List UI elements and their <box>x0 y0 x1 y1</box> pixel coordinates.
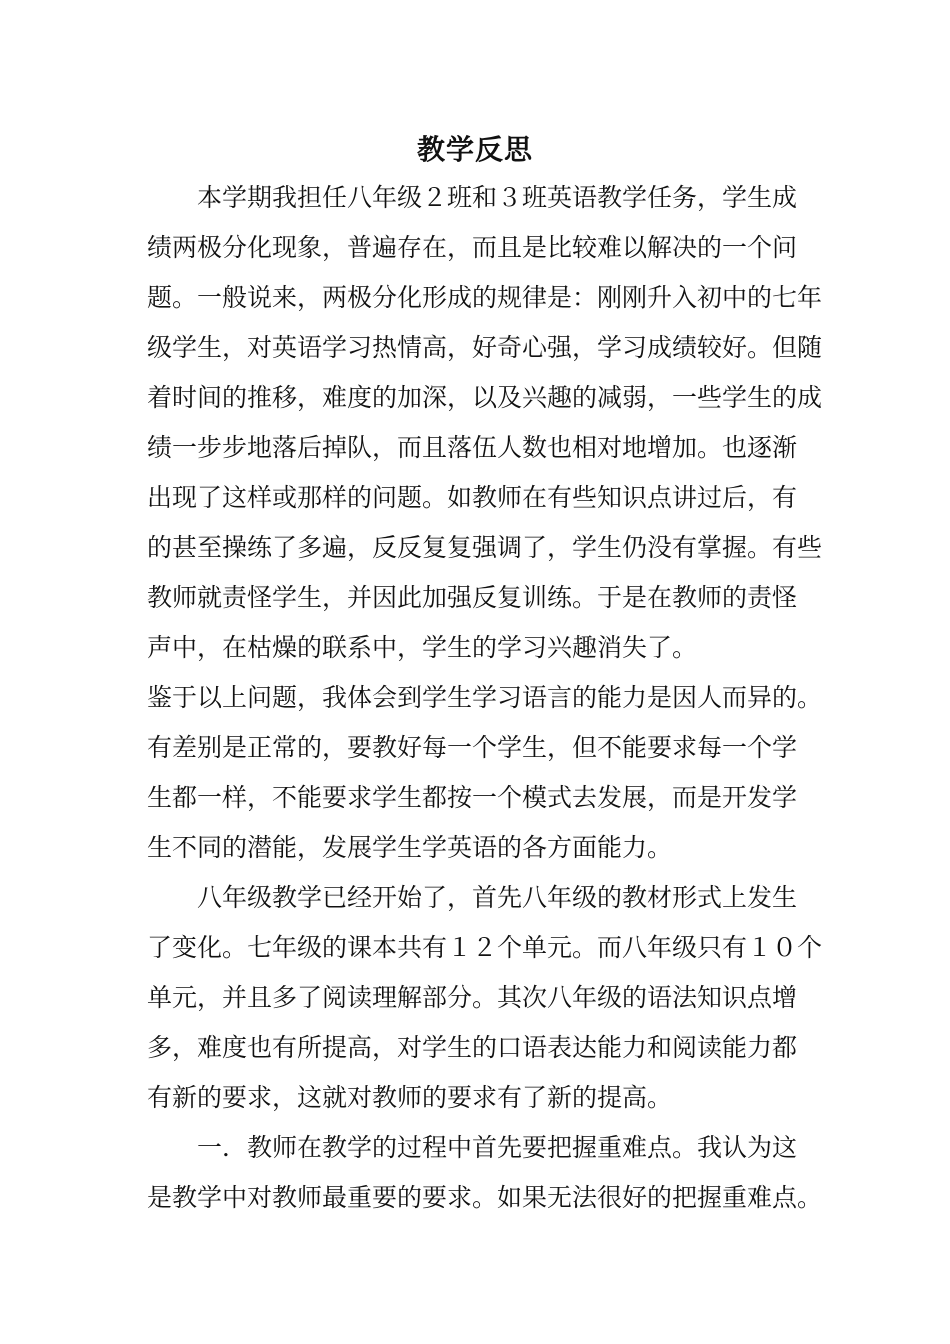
text-line: 绩两极分化现象，普遍存在，而且是比较难以解决的一个问 <box>147 233 798 262</box>
text-line: 单元，并且多了阅读理解部分。其次八年级的语法知识点增 <box>147 983 798 1012</box>
text-line: 生都一样，不能要求学生都按一个模式去发展，而是开发学 <box>147 783 798 812</box>
text-line: 教师就责怪学生，并因此加强反复训练。于是在教师的责怪 <box>147 583 798 612</box>
text-line: 一．教师在教学的过程中首先要把握重难点。我认为这 <box>147 1133 798 1162</box>
text-line: 是教学中对教师最重要的要求。如果无法很好的把握重难点。 <box>147 1183 823 1212</box>
text-line: 本学期我担任八年级２班和３班英语教学任务，学生成 <box>147 183 798 212</box>
text-line: 有新的要求，这就对教师的要求有了新的提高。 <box>147 1083 673 1112</box>
text-line: 多，难度也有所提高，对学生的口语表达能力和阅读能力都 <box>147 1033 798 1062</box>
text-line: 生不同的潜能，发展学生学英语的各方面能力。 <box>147 833 673 862</box>
text-line: 有差别是正常的，要教好每一个学生，但不能要求每一个学 <box>147 733 798 762</box>
text-line: 绩一步步地落后掉队，而且落伍人数也相对地增加。也逐渐 <box>147 433 798 462</box>
text-line: 级学生，对英语学习热情高，好奇心强，学习成绩较好。但随 <box>147 333 823 362</box>
text-line: 了变化。七年级的课本共有１２个单元。而八年级只有１０个 <box>147 933 823 962</box>
text-line: 鉴于以上问题，我体会到学生学习语言的能力是因人而异的。 <box>147 683 823 712</box>
text-line: 的甚至操练了多遍，反反复复强调了，学生仍没有掌握。有些 <box>147 533 823 562</box>
document-title: 教学反思 <box>416 133 533 166</box>
text-line: 着时间的推移，难度的加深，以及兴趣的减弱，一些学生的成 <box>147 383 823 412</box>
text-line: 出现了这样或那样的问题。如教师在有些知识点讲过后，有 <box>147 483 798 512</box>
text-line: 题。一般说来，两极分化形成的规律是：刚刚升入初中的七年 <box>147 283 823 312</box>
text-line: 声中，在枯燥的联系中，学生的学习兴趣消失了。 <box>147 633 698 662</box>
text-line: 八年级教学已经开始了，首先八年级的教材形式上发生 <box>147 883 798 912</box>
